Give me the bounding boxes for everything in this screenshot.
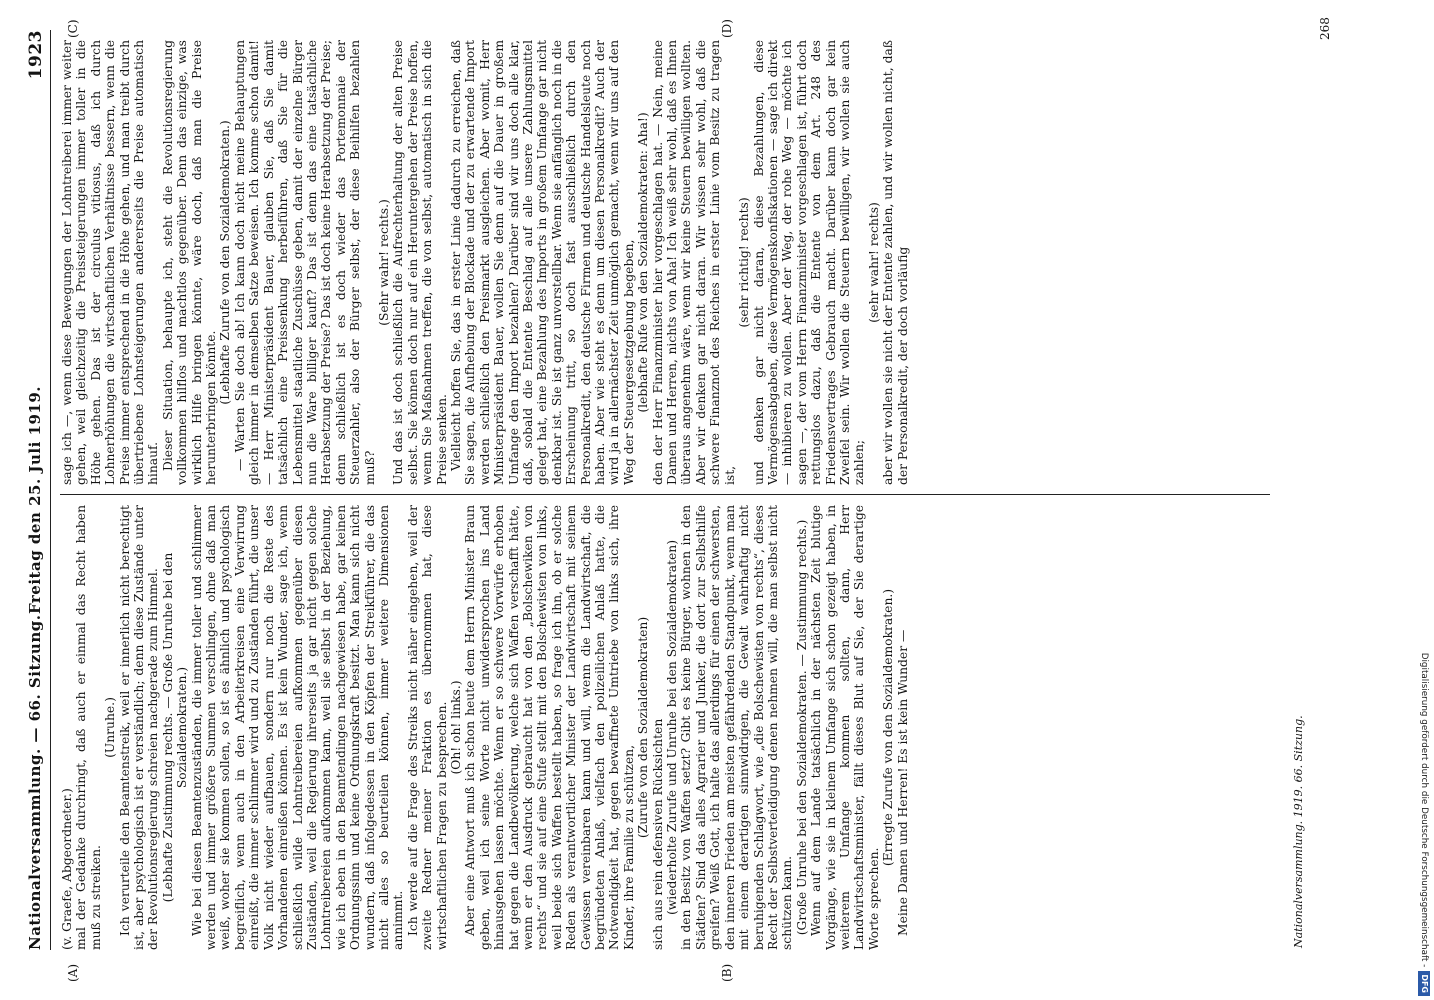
column-divider (60, 494, 1270, 495)
paragraph: den der Herr Finanzminister hier vorgeschlagen hat. — Nein, meine Damen und Herren, nichts von Aha! Ich weiß sehr wohl, daß es Ihnen überaus angenehm wäre, wenn wir keine Steuern bewilligen wollten. Aber wir denken gar nicht daran. Wir wissen sehr wohl, daß die schwere Finanznot des Reiches in erster Linie vom Besitz zu tragen ist, (650, 40, 737, 485)
footer-page-number: 268 (1318, 17, 1332, 40)
paragraph: in den Besitz von Waffen setzt? Gibt es keine Bürger, wohnen in den Städten? Sind das alles Agrarier und Junker, die dort zur Selbsthilfe greifen? Weiß Gott, ich halte das allerdings für einen der schwersten, den inneren Frieden am meisten gefährdenden Standpunkt, wenn man mit einem derartigen sinnwidrigen, die Gewalt wahrhaftig nicht beruhigenden Schlagwort, wie „die Bolschewisten von rechts“, dieses Recht der Selbstverteidigung denen nehmen will, die man selbst nicht schützen kann. (679, 505, 795, 950)
interjection: (Oh! oh! links.) (448, 680, 463, 775)
paragraph: sage ich —, wenn diese Bewegungen der Lohntreiberei immer weiter gehen, weil gleichzeitig die Preissteigerungen immer toller in die Höhe gehen. Das ist der circulus vitiosus, daß ich durch Lohnerhöhungen die wirtschaftlichen Verhältnisse bessern, wenn die Preise immer entsprechend in die Höhe gehen, und man treibt durch übertriebene Lohnsteigerungen andererseits die Preise automatisch hinauf. (60, 40, 161, 485)
paragraph: Und das ist doch schließlich die Aufrechterhaltung der alten Preise selbst. Sie können doch nur auf ein Heruntergehen der Preise hoffen, wenn Sie Maßnahmen treffen, die von selbst, automatisch in sich die Preise senken. (391, 40, 449, 485)
paragraph: Meine Damen und Herren! Es ist kein Wunder — (895, 629, 910, 936)
paragraph: (v. Graefe, Abgeordneter.) (60, 788, 74, 950)
interjection: (Sehr wahr! rechts.) (376, 199, 391, 326)
left-column (60, 505, 1280, 950)
interjection: (sehr wahr! rechts) (866, 202, 881, 323)
dfg-logo: DFG (1418, 971, 1430, 996)
header-rule (50, 30, 51, 950)
running-header (18, 30, 48, 970)
credit-text: Digitalisierung gefördert durch die Deutsche Forschungsgemeinschaft - (1419, 652, 1429, 968)
paragraph: — Warten Sie doch ab! Ich kann doch nicht meine Behauptungen gleich immer in demselben Satze beweisen. Ich komme schon damit! — Herr Ministerpräsident Bauer, glauben Sie, daß Sie damit tatsächlich eine Preissenkung herbeiführen, daß Sie für die Lebensmittel staatliche Zuschüsse geben, damit der einzelne Bürger nun die Ware billiger kauft? Das ist denn das eine tatsächliche Herabsetzung der Preise? Das ist doch keine Herabsetzung der Preise; denn schließlich ist es doch wieder das Portemonnaie der Steuerzahler, also der Bürger selbst, der diese Beihilfen bezahlen muß? (232, 40, 377, 485)
margin-marker-d: (D) (720, 19, 734, 38)
interjection: (Lebhafte Zurufe von den Sozialdemokraten.) (218, 120, 233, 405)
paragraph: Vielleicht hoffen Sie, das in erster Linie dadurch zu erreichen, daß Sie sagen, die Aufhebung der Blockade und der zu erwartende Import werden schließlich den Preismarkt ausgleichen. Aber womit, Herr Ministerpräsident Bauer, wollen Sie denn auf die Dauer in großem Umfange den Import bezahlen? Darüber sind wir uns doch alle klar, daß, sobald die Entente Beschlag auf alle unsere Zahlungsmittel gelegt hat, eine Bezahlung des Imports in großem Umfange gar nicht denkbar ist. Sie ist ganz unvorstellbar. Wenn sie anfänglich noch in die Erscheinung tritt, so doch fast ausschließlich durch den Personalkredit, den deutsche Firmen und deutsche Handelsleute noch haben. Aber wie steht es denn um diesen Personalkredit? Auch der wird ja in allernächster Zeit unmöglich gemacht, wenn wir uns auf den Weg der Steuergesetzgebung begeben, (448, 40, 636, 485)
interjection: (Große Unruhe bei den Sozialdemokraten. — Zustimmung rechts.) (794, 519, 809, 936)
header-page-number: 1923 (26, 30, 46, 80)
footer-source: Nationalversammlung. 1919. 66. Sitzung. (1292, 715, 1305, 948)
margin-marker-c: (C) (66, 19, 80, 38)
interjection: (lebhafte Rufe von den Sozialdemokraten: Aha!) (636, 112, 651, 413)
interjection: (Erregte Zurufe von den Sozialdemokraten.) (881, 588, 896, 867)
digitization-credit (1418, 6, 1434, 996)
paragraph: aber wir wollen sie nicht der Entente zahlen, und wir wollen nicht, daß der Personalkredit, der doch vorläufig (881, 40, 910, 485)
interjection: (Zurufe von den Sozialdemokraten) (636, 616, 651, 839)
right-column (60, 40, 1280, 485)
paragraph: Wie bei diesen Beamtenzuständen, die immer toller und schlimmer werden und immer größere Summen verschlingen, ohne daß man weiß, woher sie kommen sollen, so ist es ähnlich und psychologisch begreiflich, wenn auch in den Arbeiterkreisen eine Verwirrung einreißt, die immer schlimmer wird und zu Zuständen führt, die unser Volk nicht wieder aufbauen, sondern nur noch die Reste des Vorhandenen einreißen können. Es ist kein Wunder, sage ich, wenn schließlich wilde Lohntreibereien aufkommen gegenüber diesen Zuständen, weil die Regierung ihrerseits ja gar nicht gegen solche Lohntreibereien aufkommen kann, weil sie selbst in der Beziehung, wie ich eben in den Beamtendingen nachgewiesen habe, gar keinen Ordnungssinn und keine Ordnungskraft besitzt. Man kann sich nicht wundern, daß infolgedessen in den Köpfen der Streikführer, die das nicht alles so beurteilen können, immer weitere Dimensionen annimmt. (189, 505, 406, 950)
paragraph: Dieser Situation, behaupte ich, steht die Revolutionsregierung vollkommen hilflos und machtlos gegenüber. Denn das einzige, was wirklich Hilfe bringen könnte, wäre doch, daß man die Preise herunterbringen könnte. (160, 40, 219, 485)
paragraph: und denken gar nicht daran, diese Bezahlungen, diese Vermögensabgaben, diese Vermögenskonfiskationen — sage ich direkt — inhibieren zu wollen. Aber der Weg, der rohe Weg — möchte ich sagen —, der vom Herrn Finanzminister vorgeschlagen ist, führt doch rettungslos dazu, daß die Entente von dem Art. 248 des Friedensvertrages Gebrauch macht. Darüber kann doch gar kein Zweifel sein. Wir wollen die Steuern bewilligen, wir wollen sie auch zahlen; (751, 40, 867, 485)
paragraph: Ich werde auf die Frage des Streiks nicht näher eingehen, weil der zweite Redner meiner Fraktion es übernommen hat, diese wirtschaftlichen Fragen zu besprechen. (405, 505, 449, 950)
interjection: (Lebhafte Zustimmung rechts. — Große Unruhe bei den Sozialdemokraten.) (160, 552, 190, 903)
interjection: (Unruhe.) (103, 697, 118, 758)
paragraph: Wenn auf dem Lande tatsächlich in der nächsten Zeit blutige Vorgänge, wie sie in kleinem Umfange sich schon gezeigt haben, in weiterem Umfange kommen sollten, dann, Herr Landwirtschaftsminister, fällt dieses Blut auf Sie, der Sie derartige Worte sprechen. (809, 505, 881, 950)
interjection: (wiederholte Zurufe und Unruhe bei den Sozialdemokraten) (665, 539, 680, 916)
paragraph: Aber eine Antwort muß ich schon heute dem Herrn Minister Braun geben, weil ich seine Worte nicht unwidersprochen ins Land hinausgehen lassen möchte. Wenn er so schwere Vorwürfe erhoben hat gegen die Landbevölkerung, welche sich Waffen verschafft hätte, wenn er den Ausdruck gebraucht hat von den „Bolschewiken von rechts“ und sie auf eine Stufe stellt mit den Bolschewisten von links, weil beide sich Waffen bestellt haben, so frage ich ihn, ob er solche Reden als verantwortlicher Minister der Landwirtschaft mit seinem Gewissen vereinbaren kann und will, wenn die Landwirtschaft, die begründeten Anlaß, vielfach den polizeilichen Anlaß hatte, die Notwendigkeit hat, gegen bewaffnete Umtriebe von links sich, ihre Kinder, ihre Familie zu schützen, (463, 505, 636, 950)
header-date: Freitag den 25. Juli 1919. (26, 386, 44, 614)
header-left: Nationalversammlung. — 66. Sitzung. (26, 614, 44, 950)
interjection: (sehr richtig! rechts) (737, 197, 752, 328)
paragraph: mal der Gedanke durchringt, daß auch er einmal das Recht haben muß zu streiken. (74, 505, 103, 950)
margin-marker-a: (A) (66, 963, 80, 982)
paragraph: sich aus rein defensiven Rücksichten (650, 718, 665, 950)
paragraph: Ich verurteile den Beamtenstreik, weil er innerlich nicht berechtigt ist, aber psychologisch ist er verständlich; denn diese Zustände unter der Revolutionsregierung schreien nachgerade zum Himmel. (117, 505, 161, 950)
margin-marker-b: (B) (720, 963, 734, 982)
